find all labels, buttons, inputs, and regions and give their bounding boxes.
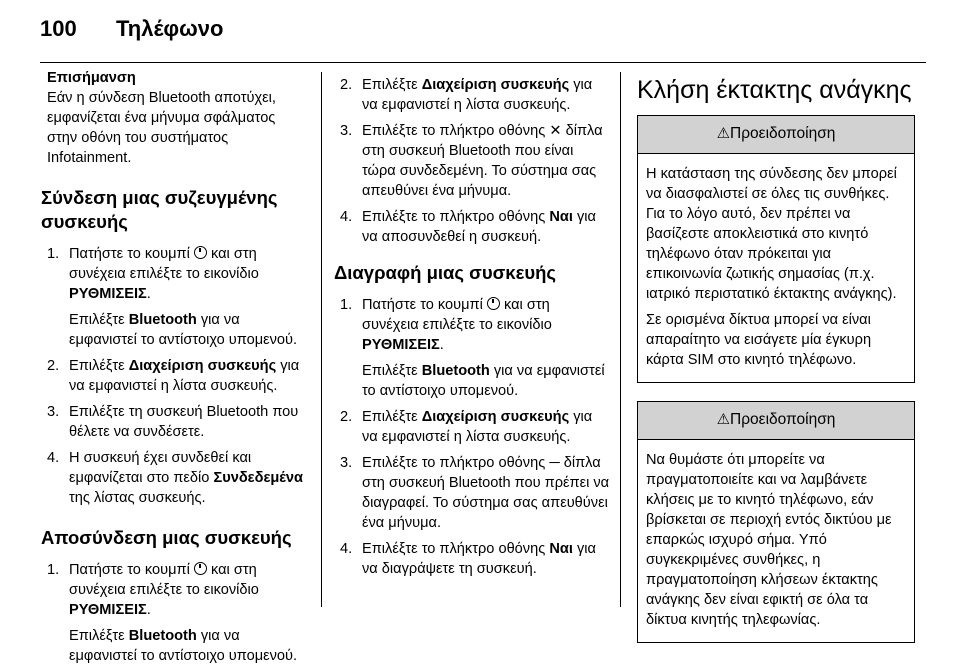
list-item: 3. Επιλέξτε το πλήκτρο οθόνης ─ δίπλα στη συσκευή Bluetooth που πρέπει να διαγραφεί. Το σύστημα σας απευθύνει ένα μήνυμα. <box>340 455 610 531</box>
list-item: 3. Επιλέξτε τη συσκευή Bluetooth που θέλετε να συνδέσετε. <box>47 404 299 440</box>
section-emergency-title: Κλήση έκτακτης ανάγκης <box>637 76 912 104</box>
connect-steps <box>47 244 309 508</box>
column-divider-2 <box>620 72 621 607</box>
power-knob-icon <box>194 562 207 575</box>
list-item: 2. Επιλέξτε Διαχείριση συσκευής για να εμφανιστεί η λίστα συσκευής. <box>340 77 593 113</box>
column-2 <box>334 75 610 585</box>
delete-steps <box>340 295 610 579</box>
list-item: 4. Η συσκευή έχει συνδεθεί και εμφανίζεται στο πεδίο Συνδεδεμένα της λίστας συσκευής. <box>47 450 303 506</box>
disconnect-steps-continued <box>340 75 610 247</box>
column-divider-1 <box>321 72 322 607</box>
warning-header: ⚠Προειδοποίηση <box>638 116 914 154</box>
minus-icon: ─ <box>549 455 560 471</box>
list-item: 3. Επιλέξτε το πλήκτρο οθόνης ✕ δίπλα στη συσκευή Bluetooth που είναι τώρα συνδεδεμένη. Το σύστημα σας απευθύνει ένα μήνυμα. <box>340 123 603 199</box>
list-item: 2. Επιλέξτε Διαχείριση συσκευής για να εμφανιστεί η λίστα συσκευής. <box>340 409 593 445</box>
list-item: 1. Πατήστε το κουμπί και στη συνέχεια επιλέξτε το εικονίδιο ΡΥΘΜΙΣΕΙΣ. Επιλέξτε Bluetooth για να εμφανιστεί το αντίστοιχο υπομενού. <box>47 562 298 664</box>
warning-icon: ⚠ <box>716 125 731 142</box>
header-rule <box>40 62 926 63</box>
warning-header: ⚠Προειδοποίηση <box>638 402 914 440</box>
power-knob-icon <box>487 297 500 310</box>
note-title: Επισήμανση <box>47 70 136 86</box>
power-knob-icon <box>194 246 207 259</box>
list-item: 2. Επιλέξτε Διαχείριση συσκευής για να εμφανιστεί η λίστα συσκευής. <box>47 358 300 394</box>
list-item: 1. Πατήστε το κουμπί και στη συνέχεια επιλέξτε το εικονίδιο ΡΥΘΜΙΣΕΙΣ. Επιλέξτε Bluetooth για να εμφανιστεί το αντίστοιχο υπομενού. <box>47 246 298 348</box>
list-item: 1. Πατήστε το κουμπί και στη συνέχεια επιλέξτε το εικονίδιο ΡΥΘΜΙΣΕΙΣ. Επιλέξτε Bluetooth για να εμφανιστεί το αντίστοιχο υπομενού. <box>340 297 605 399</box>
column-1 <box>41 68 309 672</box>
list-item: 4. Επιλέξτε το πλήκτρο οθόνης Ναι για να διαγράψετε τη συσκευή. <box>340 541 596 577</box>
note-body: Εάν η σύνδεση Bluetooth αποτύχει, εμφανίζεται ένα μήνυμα σφάλματος στην οθόνη του συστήματος Infotainment. <box>47 90 276 166</box>
chapter-title: Τηλέφωνο <box>116 16 224 41</box>
warning-body: Να θυμάστε ότι μπορείτε να πραγματοποιείτε και να λαμβάνετε κλήσεις με το κινητό τηλέφωνο, εάν βρίσκεται σε περιοχή εντός δικτύου με επαρκώς ισχυρό σήμα. Υπό συγκεκριμένες συνθήκες, η πραγματοποίηση κλήσεων έκτακτης ανάγκης δεν είναι εφικτή σε όλα τα δίκτυα κινητής τηλεφωνίας. <box>646 452 892 628</box>
section-connect-title: Σύνδεση μιας συζευγμένης συσκευής <box>41 187 278 232</box>
warning-box <box>637 115 915 383</box>
warning-icon: ⚠ <box>716 411 731 428</box>
column-3 <box>637 75 915 661</box>
section-delete-title: Διαγραφή μιας συσκευής <box>334 262 557 283</box>
section-disconnect-title: Αποσύνδεση μιας συσκευής <box>41 527 292 548</box>
list-item: 4. Επιλέξτε το πλήκτρο οθόνης Ναι για να αποσυνδεθεί η συσκευή. <box>340 209 596 245</box>
warning-body: Η κατάσταση της σύνδεσης δεν μπορεί να διασφαλιστεί σε όλες τις συνθήκες. Για το λόγο αυτό, δεν πρέπει να βασίζεστε αποκλειστικά στο κινητό τηλέφωνο όταν πρόκειται για επικοινωνία ζωτικής σημασίας (π.χ. ιατρικό περιστατικό έκτακτης ανάγκης). Σε ορισμένα δίκτυα μπορεί να είναι απαραίτητο να εισάγετε μία έγκυρη κάρτα SIM στο κινητό τηλέφωνο. <box>646 166 897 368</box>
warning-box <box>637 401 915 643</box>
disconnect-steps <box>47 560 309 666</box>
page-number: 100 <box>40 16 77 41</box>
close-icon: ✕ <box>549 123 562 139</box>
